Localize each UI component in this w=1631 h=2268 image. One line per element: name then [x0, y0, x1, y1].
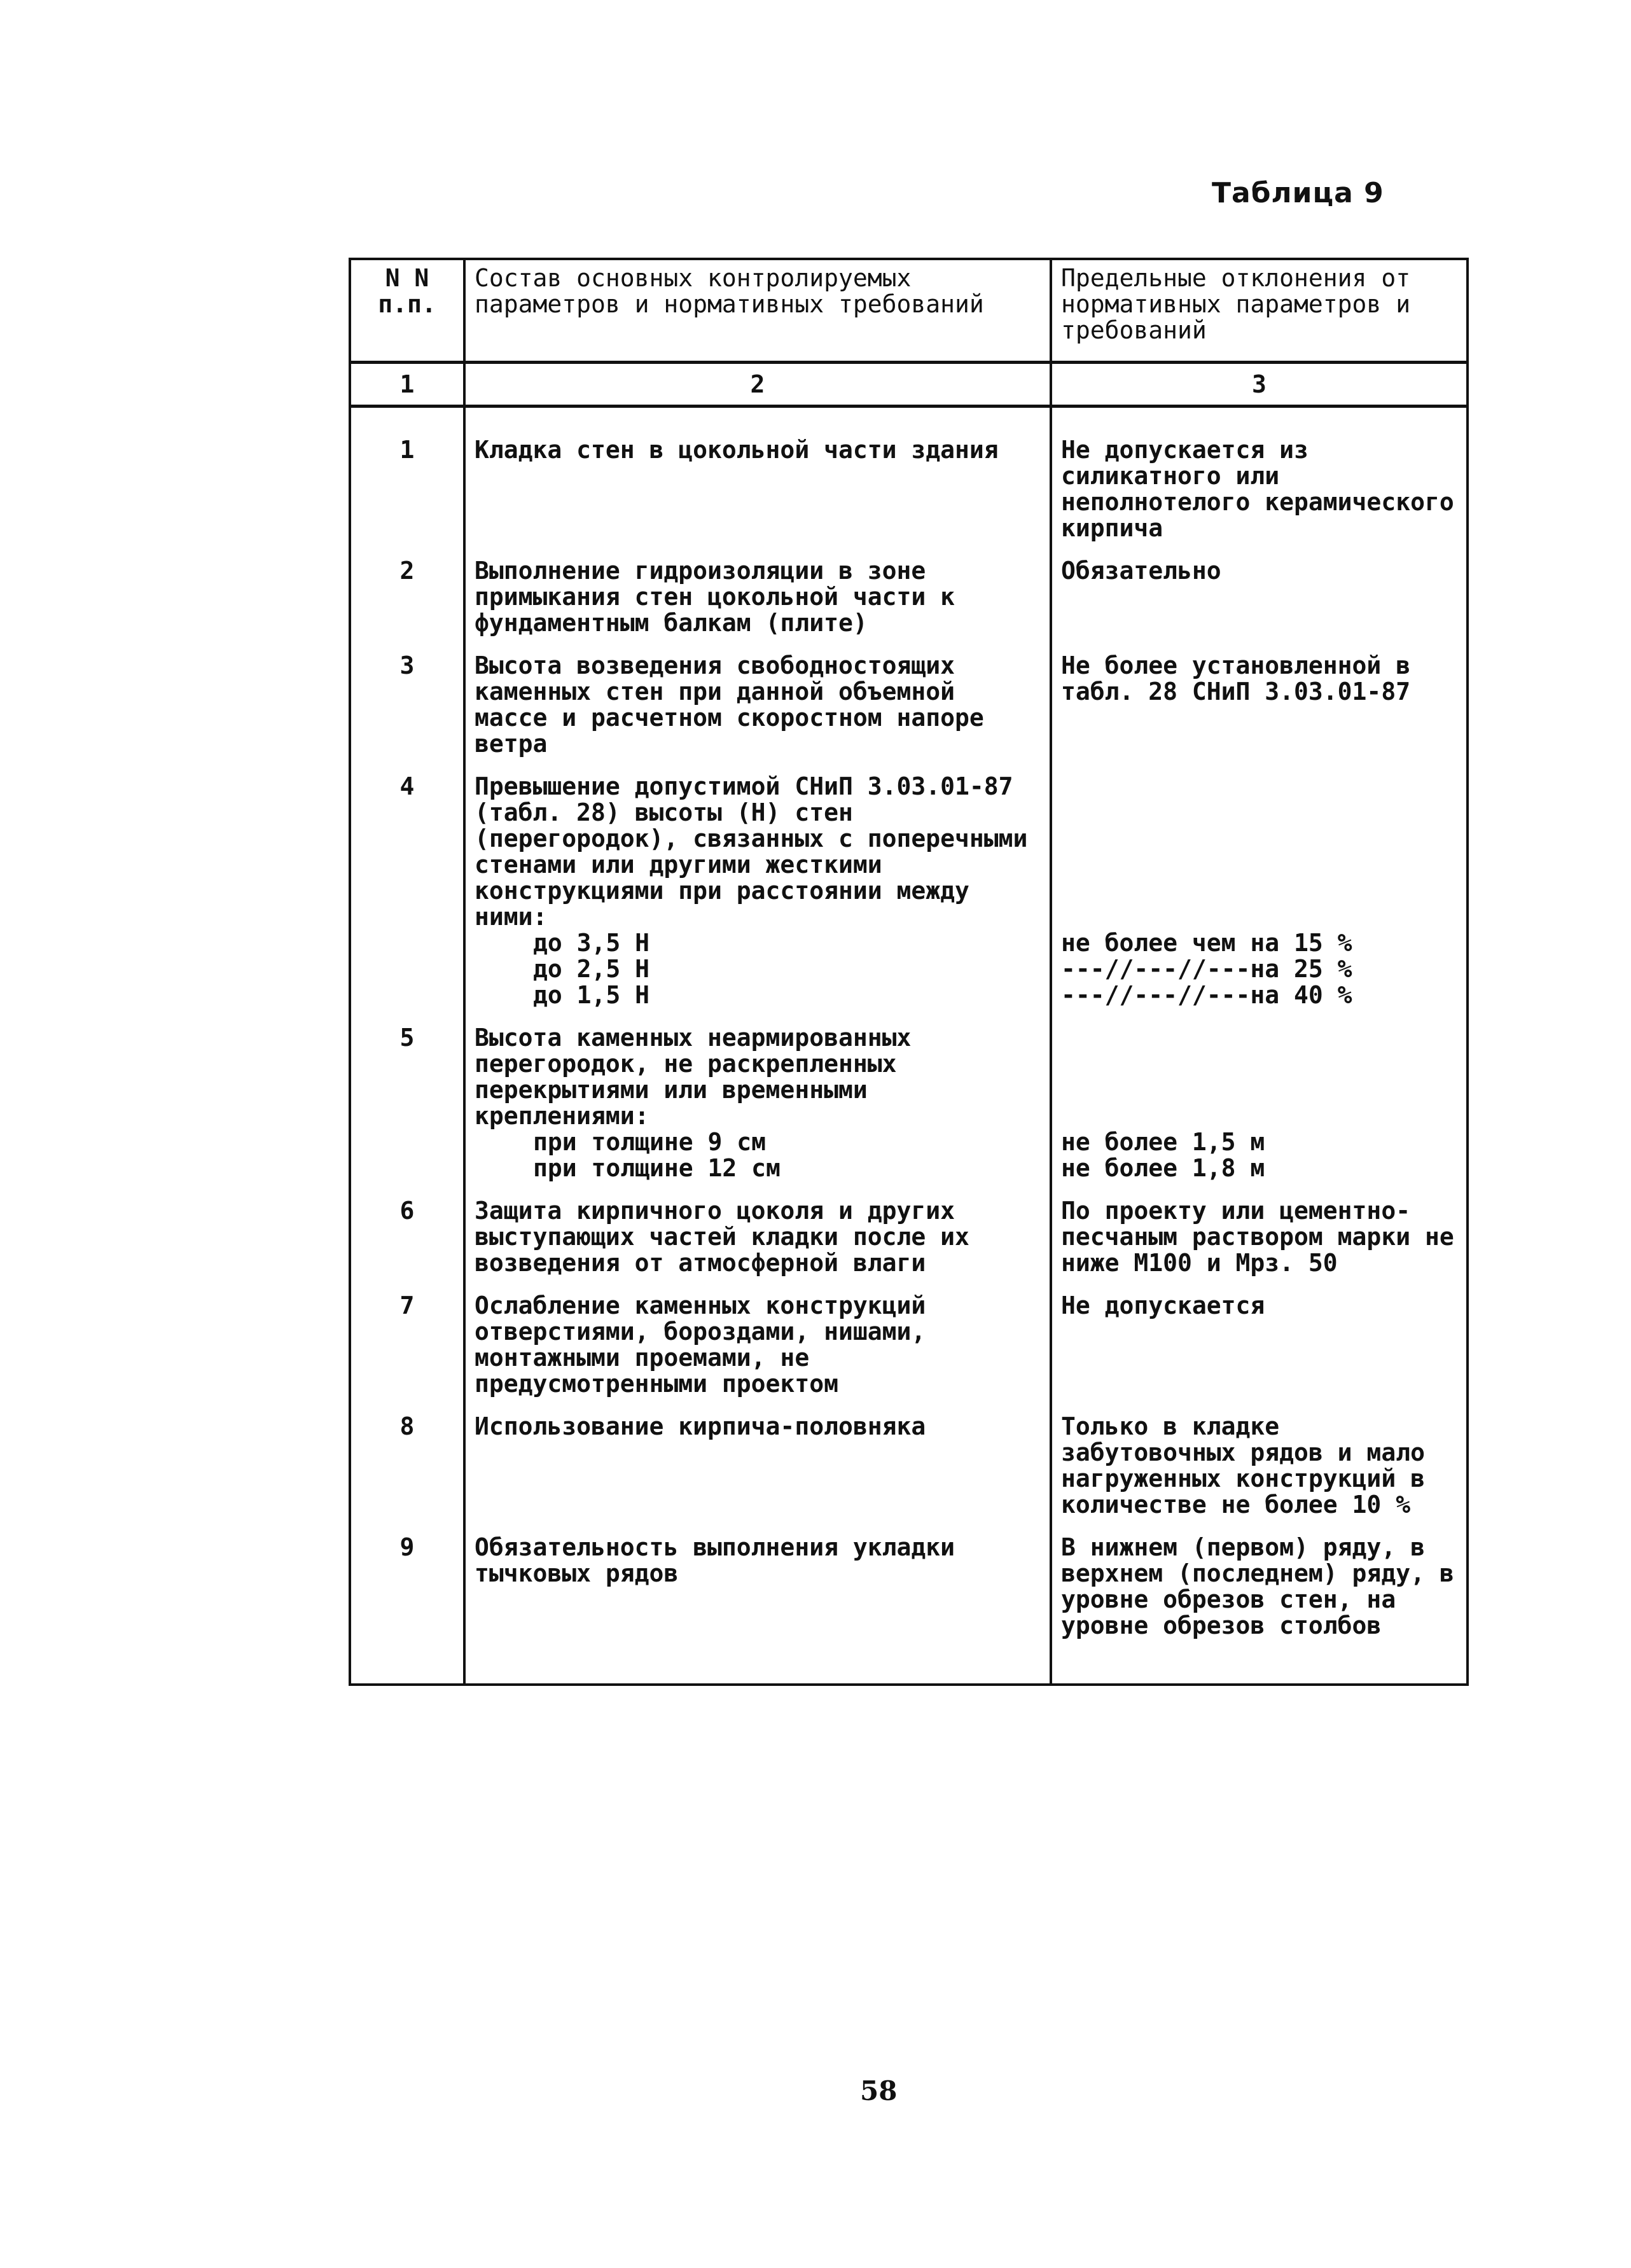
row-limit: Обязательно — [1051, 546, 1468, 641]
limit-spacer — [1061, 1103, 1457, 1129]
table-row — [350, 1186, 1468, 1281]
row-sub-parameter: до 2,5 Н — [533, 955, 650, 983]
table-row — [350, 1523, 1468, 1685]
row-parameter: Кладка стен в цокольной части здания — [464, 407, 1051, 547]
table-row — [350, 762, 1468, 1013]
row-parameter — [464, 1013, 1051, 1186]
row-limit: Только в кладке забутовочных рядов и мало нагруженных конструкций в количестве не более 10 % — [1051, 1402, 1468, 1523]
row-number: 4 — [350, 762, 464, 1013]
header-col-number: N N п.п. — [350, 259, 464, 363]
limit-spacer — [1061, 852, 1457, 878]
limit-spacer — [1061, 878, 1457, 904]
row-sub-parameter: до 1,5 Н — [533, 981, 650, 1009]
limit-spacer — [1061, 826, 1457, 852]
row-sub-parameter: до 3,5 Н — [533, 929, 650, 957]
table-row — [350, 1402, 1468, 1523]
row-limit — [1051, 762, 1468, 1013]
row-limit: Не более установленной в табл. 28 СНиП 3.03.01-87 — [1051, 641, 1468, 762]
row-sub-parameter: при толщине 9 см — [533, 1128, 767, 1156]
page-number: 58 — [860, 2075, 898, 2106]
row-parameter: Высота возведения свободностоящих каменных стен при данной объемной массе и расчетном скоростном напоре ветра — [464, 641, 1051, 762]
row-parameter — [464, 762, 1051, 1013]
row-sub-parameter: при толщине 12 см — [533, 1154, 781, 1182]
header-col-parameters: Состав основных контролируемых параметров и нормативных требований — [464, 259, 1051, 363]
row-number: 9 — [350, 1523, 464, 1685]
limit-spacer — [1061, 1077, 1457, 1103]
column-number-2: 2 — [464, 363, 1051, 407]
column-number-3: 3 — [1051, 363, 1468, 407]
row-number: 1 — [350, 407, 464, 547]
row-limit — [1051, 1013, 1468, 1186]
row-number: 6 — [350, 1186, 464, 1281]
table-row — [350, 546, 1468, 641]
row-number: 8 — [350, 1402, 464, 1523]
row-sub-limit: не более чем на 15 % — [1061, 929, 1352, 957]
limit-spacer — [1061, 1051, 1457, 1077]
row-parameter: Выполнение гидроизоляции в зоне примыкания стен цокольной части к фундаментным балкам (плите) — [464, 546, 1051, 641]
limit-spacer — [1061, 774, 1457, 800]
table-header-row — [350, 259, 1468, 363]
table-row — [350, 1281, 1468, 1402]
limit-spacer — [1061, 800, 1457, 826]
header-col-deviations: Предельные отклонения от нормативных параметров и требований — [1051, 259, 1468, 363]
row-sub-limit: ---//---//---на 25 % — [1061, 955, 1352, 983]
row-limit: Не допускается — [1051, 1281, 1468, 1402]
table-row — [350, 641, 1468, 762]
row-limit: В нижнем (первом) ряду, в верхнем (последнем) ряду, в уровне обрезов стен, на уровне обрезов столбов — [1051, 1523, 1468, 1685]
row-number: 7 — [350, 1281, 464, 1402]
row-number: 2 — [350, 546, 464, 641]
table-row — [350, 407, 1468, 547]
limit-spacer — [1061, 1025, 1457, 1051]
row-sub-limit: не более 1,5 м — [1061, 1128, 1265, 1156]
row-number: 3 — [350, 641, 464, 762]
row-number: 5 — [350, 1013, 464, 1186]
table-row — [350, 1013, 1468, 1186]
column-number-1: 1 — [350, 363, 464, 407]
row-parameter: Использование кирпича-половняка — [464, 1402, 1051, 1523]
row-parameter-text: Высота каменных неармированных перегородок, не раскрепленных перекрытиями или временными креплениями: — [475, 1024, 912, 1130]
row-limit: Не допускается из силикатного или неполнотелого керамического кирпича — [1051, 407, 1468, 547]
row-limit: По проекту или цементно-песчаным раствором марки не ниже М100 и Мрз. 50 — [1051, 1186, 1468, 1281]
row-sub-limit: ---//---//---на 40 % — [1061, 981, 1352, 1009]
row-parameter: Обязательность выполнения укладки тычковых рядов — [464, 1523, 1051, 1685]
requirements-table — [349, 258, 1469, 1686]
table-caption: Таблица 9 — [1212, 177, 1384, 209]
limit-spacer — [1061, 904, 1457, 930]
row-sub-limit: не более 1,8 м — [1061, 1154, 1265, 1182]
row-parameter: Защита кирпичного цоколя и других выступающих частей кладки после их возведения от атмосферной влаги — [464, 1186, 1051, 1281]
row-parameter-text: Превышение допустимой СНиП 3.03.01-87 (табл. 28) высоты (Н) стен (перегородок), связанных с поперечными стенами или другими жесткими конструкциями при расстоянии между ними: — [475, 772, 1028, 931]
row-parameter: Ослабление каменных конструкций отверстиями, бороздами, нишами, монтажными проемами, не предусмотренными проектом — [464, 1281, 1051, 1402]
column-number-row — [350, 363, 1468, 407]
